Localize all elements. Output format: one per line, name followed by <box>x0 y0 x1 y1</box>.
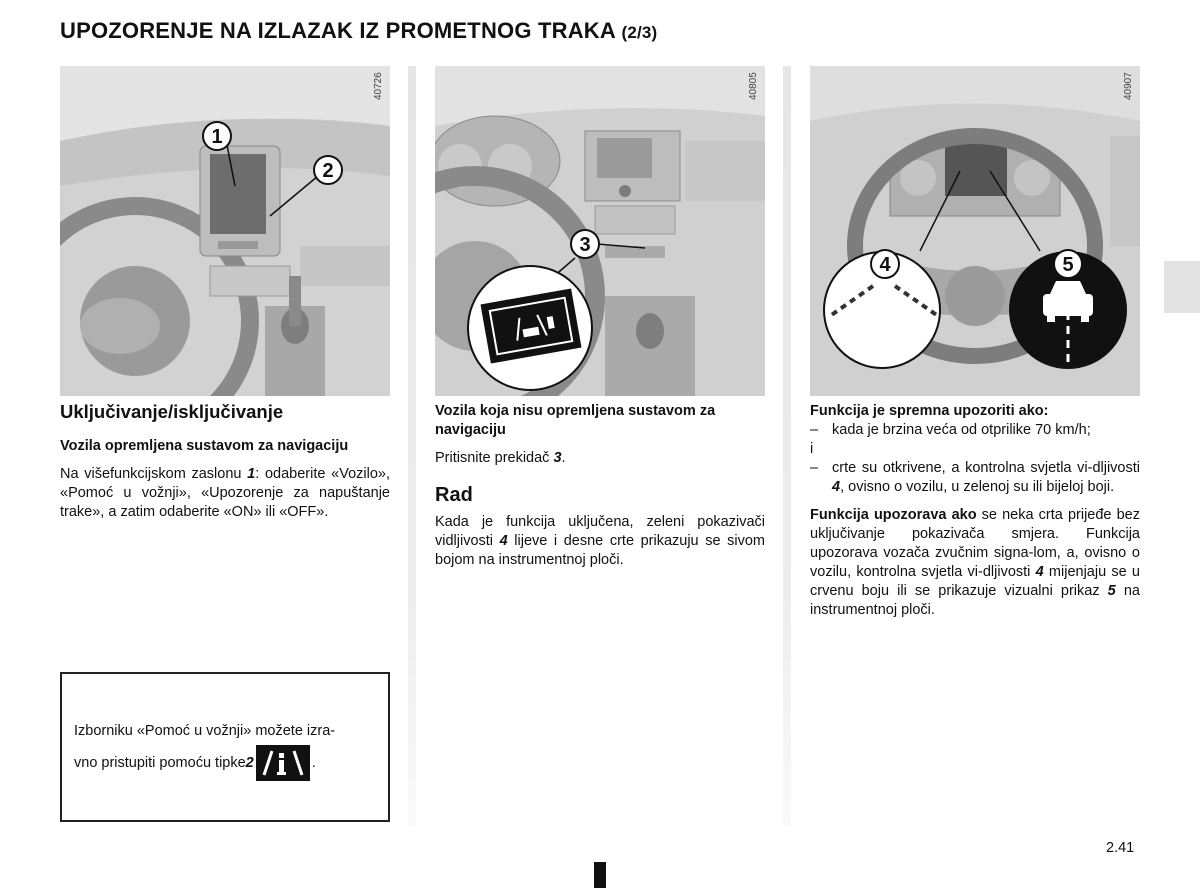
callout-4: 4 <box>879 254 891 276</box>
note-line-1: Izborniku «Pomoć u vožnji» možete izra- <box>74 723 336 739</box>
figure-switch-location <box>435 66 765 396</box>
ref-2: 2 <box>245 754 254 771</box>
chapter-tab <box>1164 261 1200 313</box>
title-text: UPOZORENJE NA IZLAZAK IZ PROMETNOG TRAKA <box>60 18 616 43</box>
note-box <box>60 672 390 822</box>
list-item: – crte su otkrivene, a kontrolna svjetla vi-dljivosti 4, ovisno o vozilu, u zelenoj su ili bijeloj boji. <box>810 460 1140 495</box>
subheading-no-nav: Vozila koja nisu opremljena sustavom za navigaciju <box>435 403 716 438</box>
section-heading: Uključivanje/isključivanje <box>60 401 284 422</box>
ref-3: 3 <box>553 450 562 466</box>
callout-1: 1 <box>211 126 223 148</box>
footer-marker <box>594 862 606 888</box>
column-divider-left <box>408 66 416 826</box>
column-3 <box>810 402 1140 629</box>
callout-3: 3 <box>579 234 591 256</box>
title-part: (2/3) <box>621 23 658 42</box>
instruction-paragraph: Na višefunkcijskom zaslonu 1: odaberite «Vozilo», «Pomoć u vožnji», «Upozorenje za napuštanje trake», a zatim odaberite «ON» ili «OFF». <box>60 466 390 520</box>
ref-4: 4 <box>499 533 508 549</box>
lane-assist-button-icon <box>256 745 310 781</box>
figure-id: 40726 <box>373 72 384 100</box>
figure-id: 40907 <box>1123 72 1134 100</box>
page-number: 2.41 <box>1106 840 1135 856</box>
conjunction: i <box>810 441 814 457</box>
list-item: – kada je brzina veća od otprilike 70 km/h; <box>810 422 1091 438</box>
column-2 <box>435 402 765 579</box>
note-line-2: vno pristupiti pomoću tipke 2 . <box>74 745 376 781</box>
subheading-ready: Funkcija je spremna upozoriti ako: <box>810 403 1049 419</box>
column-1 <box>60 400 390 531</box>
callout-5: 5 <box>1062 254 1074 276</box>
section-heading-rad: Rad <box>435 484 473 506</box>
callout-2: 2 <box>322 160 334 182</box>
figure-instrument-cluster <box>810 66 1140 396</box>
page-title <box>60 18 657 44</box>
subheading-nav: Vozila opremljena sustavom za navigaciju <box>60 438 349 454</box>
rad-paragraph: Kada je funkcija uključena, zeleni pokazivači vidljivosti 4 lijeve i desne crte prikazuju se sivom bojom na instrumentnoj ploči. <box>435 514 765 568</box>
press-switch-text: Pritisnite prekidač 3. <box>435 450 566 466</box>
warning-paragraph: Funkcija upozorava ako se neka crta prijeđe bez uključivanje pokazivača smjera. Funkcija upozorava vozača zvučnim signa-lom, a, ovisno o vozilu, kontrolna svjetla vi-dljivosti 4 mijenjaju se u crvenu boju ili se prikazuje vizualni prikaz 5 na instrumentnoj ploči. <box>810 507 1140 618</box>
figure-id: 40805 <box>748 72 759 100</box>
figure-multimedia-screen <box>60 66 390 396</box>
ref-1: 1 <box>247 466 256 482</box>
column-divider-right <box>783 66 791 826</box>
